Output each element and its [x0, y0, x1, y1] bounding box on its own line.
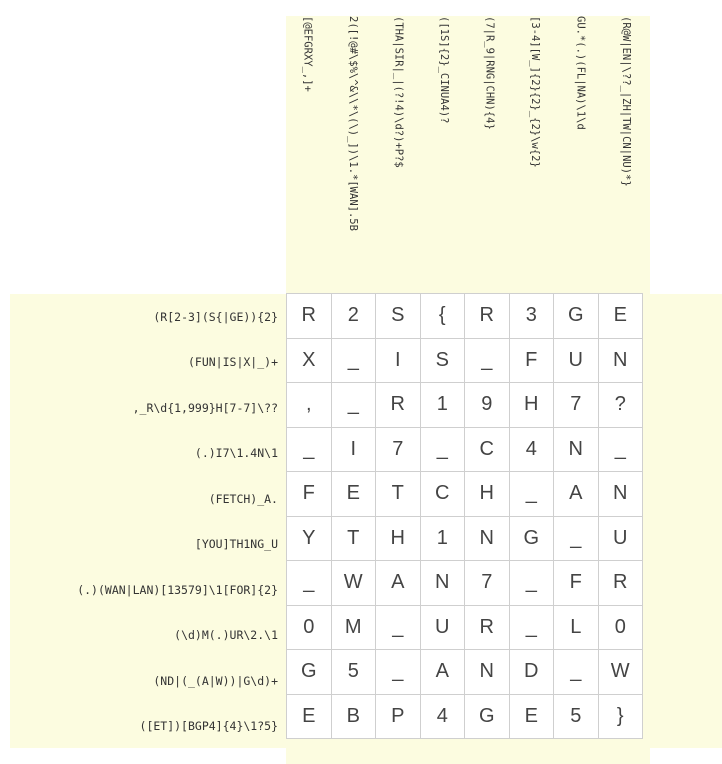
grid-cell[interactable]: ? [599, 383, 644, 428]
grid-cell[interactable]: R [376, 383, 421, 428]
grid-cell[interactable]: E [510, 695, 555, 740]
row-clue-6: [YOU]TH1NG_U [194, 537, 278, 551]
grid-cell[interactable]: G [465, 695, 510, 740]
grid-cell[interactable]: H [465, 472, 510, 517]
column-clue-2 [332, 16, 377, 286]
grid-row [287, 383, 643, 428]
grid-row [287, 695, 643, 740]
row-clue-7: (.)(WAN|LAN)[13579]\1[FOR]{2} [77, 582, 278, 597]
grid-cell[interactable]: 3 [510, 294, 555, 339]
grid-cell[interactable]: N [421, 561, 466, 606]
grid-cell[interactable]: _ [287, 428, 332, 473]
grid-cell[interactable]: M [332, 606, 377, 651]
grid-cell[interactable]: _ [376, 606, 421, 651]
grid-cell[interactable]: { [421, 294, 466, 339]
grid-cell[interactable]: 4 [510, 428, 555, 473]
grid-row [287, 294, 643, 339]
grid-cell[interactable]: S [376, 294, 421, 339]
grid-cell[interactable]: U [599, 517, 644, 562]
grid-cell[interactable]: 1 [421, 383, 466, 428]
grid-cell[interactable]: 7 [465, 561, 510, 606]
grid-cell[interactable]: E [287, 695, 332, 740]
grid-row [287, 561, 643, 606]
grid-cell[interactable]: _ [510, 472, 555, 517]
grid-cell[interactable]: C [421, 472, 466, 517]
grid-cell[interactable]: _ [332, 383, 377, 428]
grid-cell[interactable]: I [332, 428, 377, 473]
column-clue-text: (R@W|EN|\??_|ZH|TW|CN|NU)*} [620, 16, 632, 187]
grid-cell[interactable]: A [421, 650, 466, 695]
grid-cell[interactable]: N [465, 517, 510, 562]
column-clue-text: (7|R_9|RNG|CHN){4} [483, 16, 496, 130]
grid-cell[interactable]: G [287, 650, 332, 695]
column-clue-text: [3-4][W_]{2}{2}_{2}\w{2} [529, 16, 541, 168]
grid-cell[interactable]: _ [465, 339, 510, 384]
grid-row [287, 517, 643, 562]
grid-cell[interactable]: W [332, 561, 377, 606]
grid-cell[interactable]: 0 [599, 606, 644, 651]
grid-cell[interactable]: 5 [554, 695, 599, 740]
grid-cell[interactable]: 9 [465, 383, 510, 428]
grid-cell[interactable]: R [287, 294, 332, 339]
column-clue-8 [605, 16, 650, 286]
grid-cell[interactable]: _ [332, 339, 377, 384]
grid-row [287, 606, 643, 651]
grid-cell[interactable]: N [554, 428, 599, 473]
row-clue-1: (R[2-3](S{|GE)){2} [153, 309, 278, 324]
row-clue-8: (\d)M(.)UR\2.\1 [174, 628, 278, 642]
grid-cell[interactable]: , [287, 383, 332, 428]
column-clue-6 [514, 16, 559, 286]
row-clue-5: (FETCH)_A. [208, 491, 278, 506]
column-clue-text: GU.*(.)(FL|NA)\1\d [574, 16, 587, 130]
grid-cell[interactable]: H [510, 383, 555, 428]
grid-cell[interactable]: Y [287, 517, 332, 562]
grid-cell[interactable]: 2 [332, 294, 377, 339]
grid-cell[interactable]: _ [287, 561, 332, 606]
column-clue-7 [559, 16, 604, 286]
column-clue-5 [468, 16, 513, 286]
puzzle-grid [286, 293, 643, 739]
grid-cell[interactable]: R [465, 606, 510, 651]
grid-cell[interactable]: C [465, 428, 510, 473]
grid-cell[interactable]: D [510, 650, 555, 695]
grid-cell[interactable]: F [510, 339, 555, 384]
row-clue-10: ([ET])[BGP4]{4}\1?5} [139, 719, 278, 733]
grid-cell[interactable]: A [554, 472, 599, 517]
column-clue-text: 2([!@#\$%\^&\\*\(\)_])\1.*[WAN].5B [347, 16, 359, 231]
grid-cell[interactable]: H [376, 517, 421, 562]
grid-cell[interactable]: 4 [421, 695, 466, 740]
grid-cell[interactable]: 0 [287, 606, 332, 651]
grid-cell[interactable]: _ [554, 650, 599, 695]
grid-cell[interactable]: 7 [376, 428, 421, 473]
grid-cell[interactable]: _ [510, 606, 555, 651]
grid-cell[interactable]: U [554, 339, 599, 384]
grid-cell[interactable]: _ [554, 517, 599, 562]
grid-cell[interactable]: E [332, 472, 377, 517]
grid-cell[interactable]: _ [376, 650, 421, 695]
grid-cell[interactable]: 5 [332, 650, 377, 695]
grid-cell[interactable]: T [376, 472, 421, 517]
grid-cell[interactable]: N [599, 339, 644, 384]
row-clue-4: (.)I7\1.4N\1 [194, 446, 278, 460]
grid-cell[interactable]: _ [599, 428, 644, 473]
row-clue-2: (FUN|IS|X|_)+ [187, 355, 278, 369]
grid-cell[interactable]: G [510, 517, 555, 562]
grid-cell[interactable]: B [332, 695, 377, 740]
grid-row [287, 428, 643, 473]
grid-cell[interactable]: R [599, 561, 644, 606]
grid-cell[interactable]: F [554, 561, 599, 606]
grid-cell[interactable]: L [554, 606, 599, 651]
column-clue-1 [286, 16, 331, 286]
column-clue-4 [423, 16, 468, 286]
grid-cell[interactable]: 1 [421, 517, 466, 562]
row-clue-9: (ND|(_(A|W))|G\d)+ [153, 673, 278, 688]
grid-row [287, 650, 643, 695]
grid-cell[interactable]: F [287, 472, 332, 517]
grid-row [287, 339, 643, 384]
column-clue-text: ([1S]{2}_CINUA4)? [438, 16, 450, 124]
grid-cell[interactable]: I [376, 339, 421, 384]
grid-cell[interactable]: T [332, 517, 377, 562]
grid-cell[interactable]: A [376, 561, 421, 606]
grid-cell[interactable]: U [421, 606, 466, 651]
grid-cell[interactable]: N [599, 472, 644, 517]
grid-cell[interactable]: R [465, 294, 510, 339]
grid-cell[interactable]: W [599, 650, 644, 695]
grid-cell[interactable]: X [287, 339, 332, 384]
grid-cell[interactable]: _ [510, 561, 555, 606]
grid-row [287, 472, 643, 517]
grid-cell[interactable]: 7 [554, 383, 599, 428]
grid-cell[interactable]: _ [421, 428, 466, 473]
grid-cell[interactable]: E [599, 294, 644, 339]
column-clue-text: [@EFGRXY_,]+ [301, 16, 314, 92]
row-clue-3: ,_R\d{1,999}H[7-7]\?? [132, 400, 278, 415]
grid-cell[interactable]: } [599, 695, 644, 740]
grid-cell[interactable]: G [554, 294, 599, 339]
grid-cell[interactable]: P [376, 695, 421, 740]
column-clue-text: (THA|SIR|_|(?!4)\d?)+P?$ [392, 16, 405, 168]
grid-cell[interactable]: S [421, 339, 466, 384]
column-clue-3 [377, 16, 422, 286]
grid-cell[interactable]: N [465, 650, 510, 695]
